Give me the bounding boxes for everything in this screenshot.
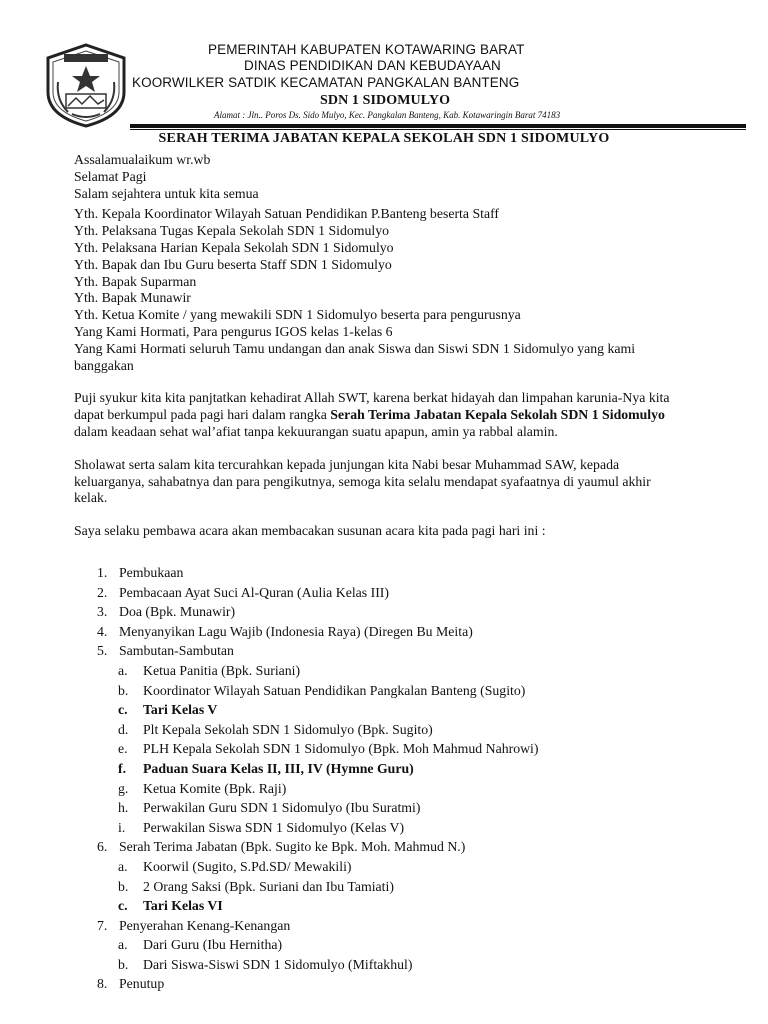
agenda-subitem (74, 661, 694, 681)
header-rule-thick (130, 124, 746, 128)
agenda-item-number: 5. (97, 643, 108, 659)
agenda-item (74, 583, 694, 603)
agenda-subitem (74, 720, 694, 740)
agenda-subitem-letter: a. (118, 937, 128, 953)
agenda-subitem-text: Perwakilan Guru SDN 1 Sidomulyo (Ibu Suratmi) (143, 800, 421, 816)
header-koorwil: KOORWILKER SATDIK KECAMATAN PANGKALAN BANTENG (132, 75, 520, 90)
agenda-item-number: 6. (97, 839, 108, 855)
agenda-subitem-letter: a. (118, 662, 128, 678)
header-address: Alamat : Jln.. Poros Ds. Sido Mulyo, Kec. Pangkalan Banteng, Kab. Kotawaringin Barat 74183 (214, 110, 561, 120)
header-rule-thin (130, 129, 746, 130)
agenda-subitem (74, 681, 694, 701)
agenda-subitem-text: Koordinator Wilayah Satuan Pendidikan Pangkalan Banteng (Sugito) (143, 682, 526, 698)
addressee-line: Yth. Bapak Munawir (74, 290, 191, 306)
agenda-subitem (74, 759, 694, 779)
addressee-line: Yang Kami Hormati seluruh Tamu undangan dan anak Siswa dan Siswi SDN 1 Sidomulyo yang kami banggakan (74, 340, 636, 373)
agenda-item (74, 602, 694, 622)
agenda-item-text: Penyerahan Kenang-Kenangan (119, 917, 291, 933)
agenda-subitem-text: Tari Kelas VI (143, 898, 223, 914)
addressee-line: Yth. Ketua Komite / yang mewakili SDN 1 Sidomulyo beserta para pengurusnya (74, 307, 521, 323)
agenda-item-text: Pembukaan (119, 565, 184, 580)
agenda-item-number: 7. (97, 917, 108, 933)
agenda-subitem-text: Perwakilan Siswa SDN 1 Sidomulyo (Kelas V) (143, 819, 405, 835)
paragraph-gratitude (74, 390, 684, 440)
agenda-item (74, 916, 694, 936)
letterhead (0, 0, 768, 135)
agenda-subitem-letter: b. (118, 682, 129, 698)
agenda-item-text: Serah Terima Jabatan (Bpk. Sugito ke Bpk. Moh. Mahmud N.) (119, 839, 466, 855)
agenda-subitem (74, 798, 694, 818)
agenda-subitem-letter: e. (118, 741, 128, 757)
agenda-subitem (74, 955, 694, 975)
greetings (74, 152, 684, 202)
agenda-item-text: Penutup (119, 976, 165, 992)
agenda-subitem (74, 818, 694, 838)
agenda-subitem-text: Plt Kepala Sekolah SDN 1 Sidomulyo (Bpk. Sugito) (143, 721, 433, 737)
agenda-item (74, 622, 694, 642)
agenda-subitem-text: PLH Kepala Sekolah SDN 1 Sidomulyo (Bpk. Moh Mahmud Nahrowi) (143, 741, 539, 757)
document-title: SERAH TERIMA JABATAN KEPALA SEKOLAH SDN 1 SIDOMULYO (158, 131, 610, 146)
agenda-subitem (74, 739, 694, 759)
agenda-subitem-text: Paduan Suara Kelas II, III, IV (Hymne Guru) (143, 760, 414, 776)
agenda-item (74, 974, 694, 994)
agenda-list (74, 563, 694, 994)
agenda-item (74, 837, 694, 857)
agenda-item-number: 4. (97, 623, 108, 639)
agenda-subitem-text: Dari Siswa-Siswi SDN 1 Sidomulyo (Miftakhul) (143, 956, 413, 972)
document-body (74, 152, 684, 540)
agenda-subitem-text: Ketua Komite (Bpk. Raji) (143, 780, 287, 796)
paragraph-gratitude-pre: Puji syukur kita kita panjtatkan kehadirat Allah SWT, karena berkat hidayah dan limpahan karunia-Nya kita dapat berkumpul pada pagi hari dalam rangka (74, 390, 670, 423)
agenda-item-text: Pembacaan Ayat Suci Al-Quran (Aulia Kelas III) (119, 584, 389, 600)
agenda-item (74, 641, 694, 661)
addressee-line: Yang Kami Hormati, Para pengurus IGOS kelas 1-kelas 6 (74, 323, 393, 339)
agenda-subitem-text: 2 Orang Saksi (Bpk. Suriani dan Ibu Tamiati) (143, 878, 394, 894)
agenda-subitem (74, 935, 694, 955)
agenda-subitem-letter: g. (118, 780, 129, 796)
agenda-subitem (74, 857, 694, 877)
agenda-subitem-text: Dari Guru (Ibu Hernitha) (143, 937, 283, 953)
paragraph-intro-agenda: Saya selaku pembawa acara akan membacakan susunan acara kita pada pagi hari ini : (74, 523, 546, 539)
greeting-line: Assalamualaikum wr.wb (74, 152, 211, 167)
addressee-line: Yth. Kepala Koordinator Wilayah Satuan Pendidikan P.Banteng beserta Staff (74, 206, 500, 222)
agenda-subitem-letter: d. (118, 721, 129, 737)
regency-crest-icon (44, 42, 128, 128)
agenda-item-number: 3. (97, 604, 108, 620)
agenda-subitem-letter: a. (118, 858, 128, 874)
agenda-subitem (74, 779, 694, 799)
agenda-subitem-letter: b. (118, 878, 129, 894)
agenda-subitem-letter: c. (118, 898, 128, 914)
paragraph-sholawat: Sholawat serta salam kita tercurahkan kepada junjungan kita Nabi besar Muhammad SAW, kepada keluarganya, sahabatnya dan para pengikutnya, semoga kita selalu mendapat syafaatnya di yaumul akhir kelak. (74, 456, 651, 506)
header-school-name: SDN 1 SIDOMULYO (320, 93, 451, 108)
greeting-line: Salam sejahtera untuk kita semua (74, 185, 259, 201)
paragraph-gratitude-post: dalam keadaan sehat wal’afiat tanpa kekuurangan suatu apapun, amin ya rabbal alamin. (74, 423, 558, 439)
agenda-subitem-text: Koorwil (Sugito, S.Pd.SD/ Mewakili) (143, 858, 352, 874)
agenda-item-text: Sambutan-Sambutan (119, 643, 234, 659)
addressee-line: Yth. Bapak Suparman (74, 273, 197, 289)
agenda-item-number: 2. (97, 584, 108, 600)
addressee-line: Yth. Pelaksana Harian Kepala Sekolah SDN 1 Sidomulyo (74, 239, 394, 255)
agenda-subitem-letter: h. (118, 800, 129, 816)
header-government: PEMERINTAH KABUPATEN KOTAWARING BARAT (208, 42, 525, 57)
agenda-item (74, 563, 694, 583)
agenda-item-number: 1. (97, 565, 108, 580)
addressee-line: Yth. Pelaksana Tugas Kepala Sekolah SDN 1 Sidomulyo (74, 223, 390, 239)
paragraph-gratitude-bold: Serah Terima Jabatan Kepala Sekolah SDN 1 Sidomulyo (330, 407, 665, 423)
agenda-subitem-letter: i. (118, 819, 126, 835)
agenda-item-text: Menyanyikan Lagu Wajib (Indonesia Raya) (Diregen Bu Meita) (119, 623, 473, 639)
agenda-subitem (74, 877, 694, 897)
addressee-line: Yth. Bapak dan Ibu Guru beserta Staff SDN 1 Sidomulyo (74, 256, 392, 272)
addressee-list (74, 206, 684, 374)
agenda-item-number: 8. (97, 976, 108, 992)
agenda-item-text: Doa (Bpk. Munawir) (119, 604, 236, 620)
agenda-subitem-letter: f. (118, 760, 127, 776)
agenda-subitem (74, 700, 694, 720)
agenda-subitem (74, 896, 694, 916)
agenda-subitem-text: Ketua Panitia (Bpk. Suriani) (143, 662, 301, 678)
greeting-line: Selamat Pagi (74, 168, 147, 184)
agenda-subitem-text: Tari Kelas V (143, 702, 218, 718)
header-department: DINAS PENDIDIKAN DAN KEBUDAYAAN (244, 58, 501, 73)
agenda-subitem-letter: b. (118, 956, 129, 972)
agenda-subitem-letter: c. (118, 702, 128, 718)
